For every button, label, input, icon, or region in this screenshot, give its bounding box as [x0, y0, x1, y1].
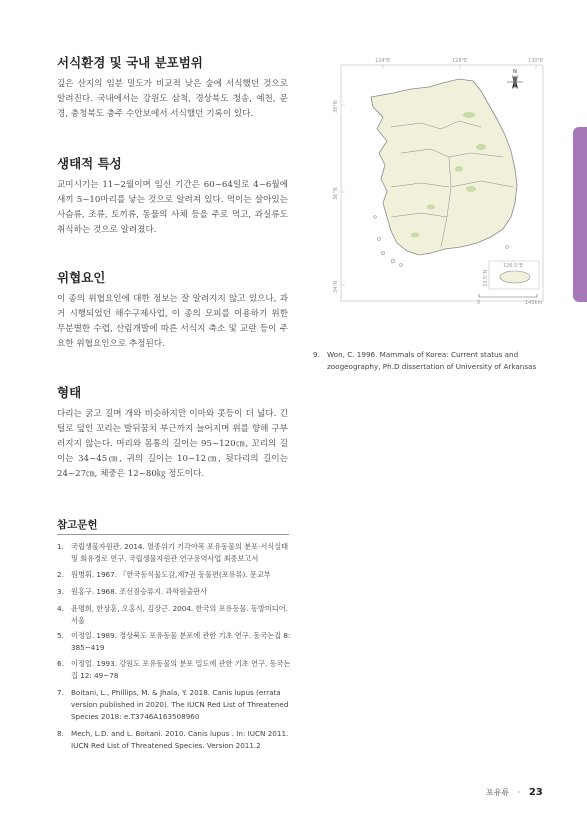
reference-text: 원병휘. 1967. 『한국동식물도감,제7권 동물편(포유류). 문교부	[71, 570, 271, 579]
reference-number: 5.	[57, 631, 64, 640]
threats-section	[57, 268, 288, 352]
reference-text: 이정일. 1993. 강원도 포유동물의 분포 밀도에 관한 기초 연구. 동국논집 12: 49~78	[71, 659, 291, 680]
reference-number: 6.	[57, 659, 64, 668]
lat-label: 34°N	[333, 280, 339, 293]
lat-label: 36°N	[333, 187, 339, 200]
reference-item	[57, 569, 292, 581]
reference-text: Mech, L.D. and L. Boitani. 2010. Canis lupus . In: IUCN 2011. IUCN Red List of Threatened Species. Version 2011.2	[71, 729, 289, 750]
scale-end-label: 140km	[525, 300, 543, 306]
habitat-title: 서식환경 및 국내 분포범위	[57, 55, 203, 70]
reference-number: 3.	[57, 587, 64, 596]
threats-title: 위협요인	[57, 270, 106, 285]
reference-number: 7.	[57, 688, 64, 697]
reference-item-right	[313, 349, 549, 373]
distribution-map	[331, 57, 551, 317]
ecology-title: 생태적 특성	[57, 156, 122, 171]
morphology-title: 형태	[57, 385, 82, 400]
reference-number: 9.	[313, 350, 320, 359]
reference-text: Won, C. 1996. Mammals of Korea: Current status and zoogeography, Ph.D dissertation of University of Arkansas	[327, 350, 537, 371]
habitat-body: 깊은 산지의 임분 밀도가 비교적 낮은 숲에 서식했던 것으로 알려진다. 국내에서는 강원도 삼척, 경상북도 청송, 예천, 문경, 충청북도 충주 수안보에서 서식했던 기록이 있다.	[57, 79, 288, 119]
reference-text: Boitani, L., Phillips, M. & Jhala, Y. 2018. Canis lupus (errata version published in 2020). The IUCN Red List of Threatened Species 2018: e.T3746A163508960	[71, 688, 289, 721]
inset-lon-label: 126.5°E	[503, 263, 523, 269]
reference-text: 국립생물자원관. 2014. 멸종위기 기각아목 포유동물의 분포·서식실태 및 회유경로 연구. 국립생물자원관 연구용역사업 최종보고서	[71, 542, 289, 563]
morphology-section	[57, 383, 288, 482]
reference-number: 4.	[57, 604, 64, 613]
morphology-body: 다리는 굵고 길며 개와 비슷하지만 이마와 콧등이 더 넓다. 긴 털로 덮인 꼬리는 발뒤꿈치 부근까지 늘어지며 위를 향해 구부러지지 않는다. 머리와 몸통의 길이는 95~120㎝, 꼬리의 길이는 34~45㎝, 귀의 길이는 10~12㎝, 뒷다리의 길이는 24~27㎝, 체중은 12~80㎏ 정도이다.	[57, 409, 288, 479]
inset-lat-label: 33.5°N	[483, 269, 489, 287]
reference-item	[57, 541, 292, 565]
reference-item	[57, 728, 292, 752]
reference-number: 1.	[57, 542, 64, 551]
reference-item	[57, 603, 292, 627]
reference-number: 2.	[57, 570, 64, 579]
ecology-body: 교미시기는 11~2월이며 임신 기간은 60~64일로 4~6월에 새끼 5~10마리를 낳는 것으로 알려져 있다. 먹이는 살아있는 사슴류, 조류, 토끼류, 동물의 사체 등을 주로 먹고, 과실류도 취식하는 것으로 알려졌다.	[57, 180, 288, 235]
lon-label: 124°E	[375, 58, 391, 64]
reference-number: 8.	[57, 729, 64, 738]
references-title: 참고문헌	[57, 519, 98, 531]
reference-text: 윤명희, 한상훈, 오홍식, 김장근. 2004. 한국의 포유동물. 동방미디어. 서울	[71, 604, 288, 625]
reference-item	[57, 630, 292, 654]
svg-text:N: N	[513, 69, 517, 75]
footer-separator: ·	[517, 788, 521, 797]
scale-start-label: 0	[477, 300, 481, 306]
reference-item	[57, 586, 292, 598]
page-number: 23	[528, 787, 543, 798]
ecology-section	[57, 154, 288, 238]
page-footer	[486, 787, 543, 798]
references-divider	[57, 534, 289, 535]
habitat-section	[57, 53, 288, 122]
reference-item	[57, 658, 292, 682]
reference-text: 원홍구. 1968. 조선짐승류지. 과학원출판사	[71, 587, 208, 596]
jeju-island-shape	[500, 271, 530, 283]
reference-item	[57, 687, 292, 723]
footer-section-name: 포유류	[486, 788, 510, 797]
lon-label: 128°E	[452, 58, 468, 64]
reference-text: 이정일. 1989. 경상북도 포유동물 분포에 관한 기초 연구. 동국논집 8: 385~419	[71, 631, 291, 652]
threats-body: 이 종의 위협요인에 대한 정보는 잘 알려지지 않고 있으나, 과거 시행되었던 해수구제사업, 이 종의 모피를 이용하기 위한 무분별한 수렵, 산림개발에 따른 서식지 축소 및 교란 등이 주요한 위협요인으로 추정된다.	[57, 294, 288, 349]
chapter-side-tab	[573, 127, 587, 302]
lat-label: 38°N	[333, 100, 339, 113]
lon-label: 130°E	[528, 58, 544, 64]
